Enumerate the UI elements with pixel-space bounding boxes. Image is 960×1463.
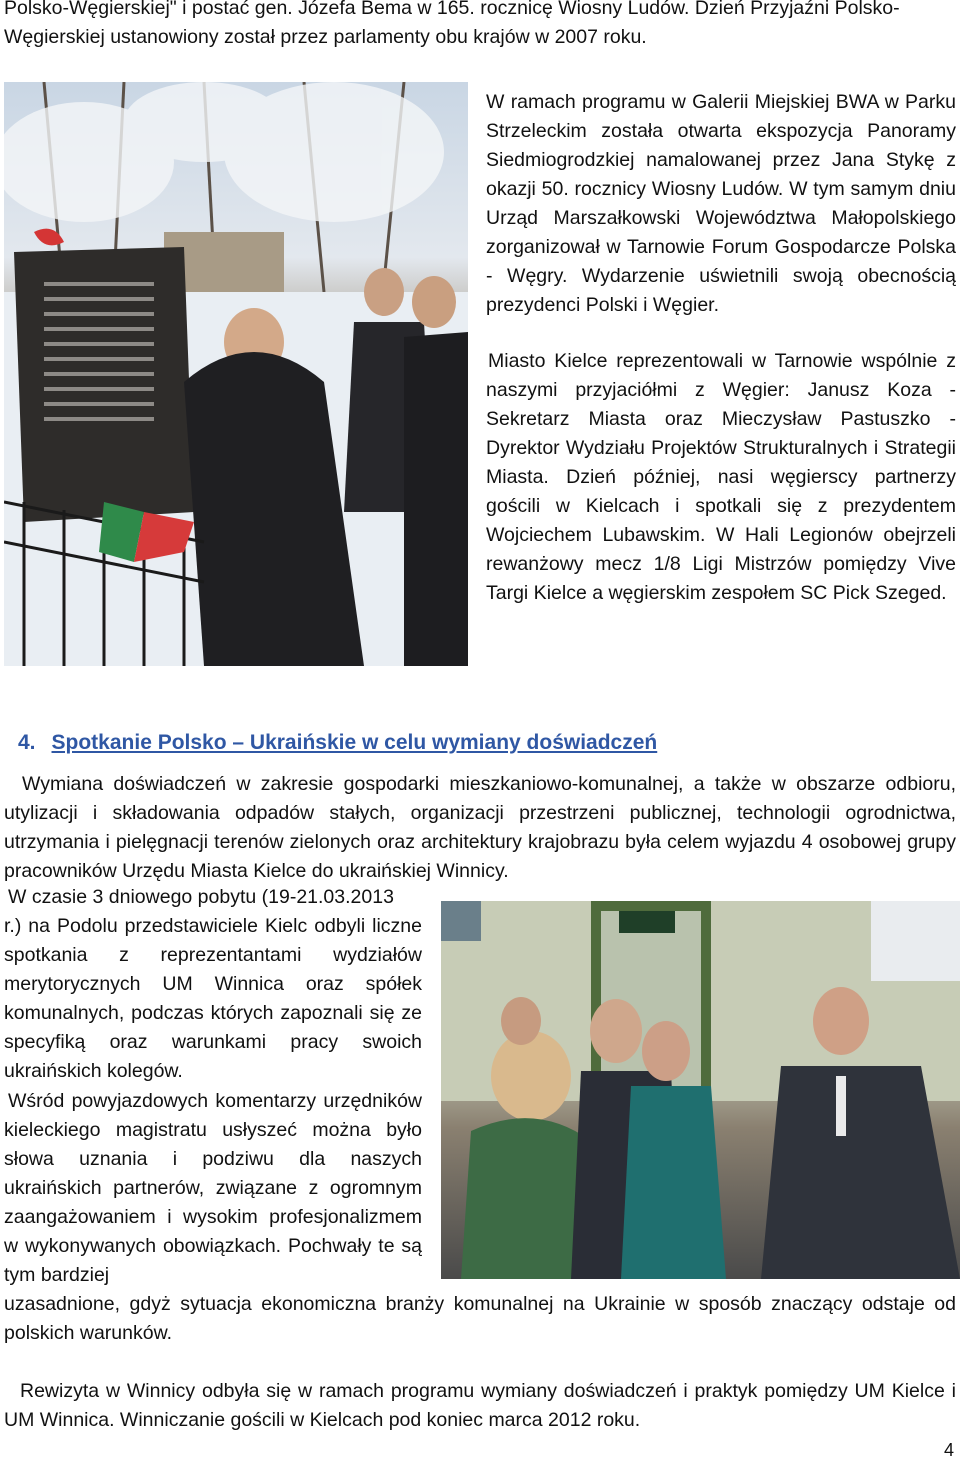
section-title: Spotkanie Polsko – Ukraińskie w celu wymiany doświadczeń	[51, 731, 658, 754]
intro-line-2: Węgierskiej ustanowiony został przez parlamenty obu krajów w 2007 roku.	[4, 26, 647, 48]
section-paragraph-1: Wymiana doświadczeń w zakresie gospodarki mieszkaniowo-komunalnej, a także w obszarze odbioru, utylizacji i składowania odpadów stałych, organizacji przestrzeni publicznej, technologii ogrodnictwa, utrzymania i pielęgnacji terenów zielonych oraz architektury krajobrazu była celem wyjazdu 4 osobowej grupy pracowników Urzędu Miasta Kielce do ukraińskiej Winnicy.	[4, 773, 956, 882]
photo-memorial-plaque	[4, 82, 468, 666]
section-paragraph-4: Rewizyta w Winnicy odbyła się w ramach programu wymiany doświadczeń i praktyk pomiędzy UM Kielce i UM Winnica. Winniczanie gościli w Kielcach pod koniec marca 2012 roku.	[4, 1380, 956, 1431]
photo-office-meeting-drawing	[441, 901, 960, 1279]
section-paragraph-2-first-line: W czasie 3 dniowego pobytu (19-21.03.2013	[8, 886, 394, 908]
section-paragraph-2: r.) na Podolu przedstawiciele Kielc odbyli liczne spotkania z reprezentantami wydziałów merytorycznych UM Winnica oraz spółek komunalnych, podczas których zapoznali się ze specyfiką oraz warunkami pracy swoich ukraińskich kolegów.	[4, 915, 422, 1082]
right-column-paragraph-2: Miasto Kielce reprezentowali w Tarnowie wspólnie z naszymi przyjaciółmi z Węgier: Janusz Koza - Sekretarz Miasta oraz Mieczysław Pastuszko - Dyrektor Wydziału Projektów Strukturalnych i Strategii Miasta. Dzień później, nasi węgierscy partnerzy gościli w Kielcach i spotkali się z prezydentem Wojciechem Lubawskim. W Hali Legionów obejrzeli rewanżowy mecz 1/8 Ligi Mistrzów pomiędzy Vive Targi Kielce a węgierskim zespołem SC Pick Szeged.	[486, 350, 956, 604]
photo-office-meeting	[441, 901, 960, 1279]
section-paragraph-3: Wśród powyjazdowych komentarzy urzędników kieleckiego magistratu usłyszeć można było słowa uznania i podziwu dla naszych ukraińskich partnerów, związane z ogromnym zaangażowaniem i wysokim profesjonalizmem w wykonywanych obowiązkach. Pochwały te są tym bardziej	[4, 1090, 422, 1286]
section-heading	[18, 731, 657, 755]
right-column-paragraph-1: W ramach programu w Galerii Miejskiej BWA w Parku Strzeleckim została otwarta ekspozycja Panoramy Siedmiogrodzkiej namalowanej przez Jana Stykę z okazji 50. rocznicy Wiosny Ludów. W tym samym dniu Urząd Marszałkowski Województwa Małopolskiego zorganizował w Tarnowie Forum Gospodarcze Polska - Węgry. Wydarzenie uświetnili swoją obecnością prezydenci Polski i Węgier.	[486, 91, 956, 316]
photo-memorial-plaque-drawing	[4, 82, 468, 666]
intro-line-1: Polsko-Węgierskiej" i postać gen. Józefa Bema w 165. rocznicę Wiosny Ludów. Dzień Przyjaźni Polsko-	[4, 0, 900, 19]
section-number: 4.	[18, 731, 36, 754]
section-paragraph-3-continuation: uzasadnione, gdyż sytuacja ekonomiczna branży komunalnej na Ukrainie w sposób znaczący odstaje od polskich warunków.	[4, 1293, 956, 1344]
page-number: 4	[943, 1440, 954, 1460]
